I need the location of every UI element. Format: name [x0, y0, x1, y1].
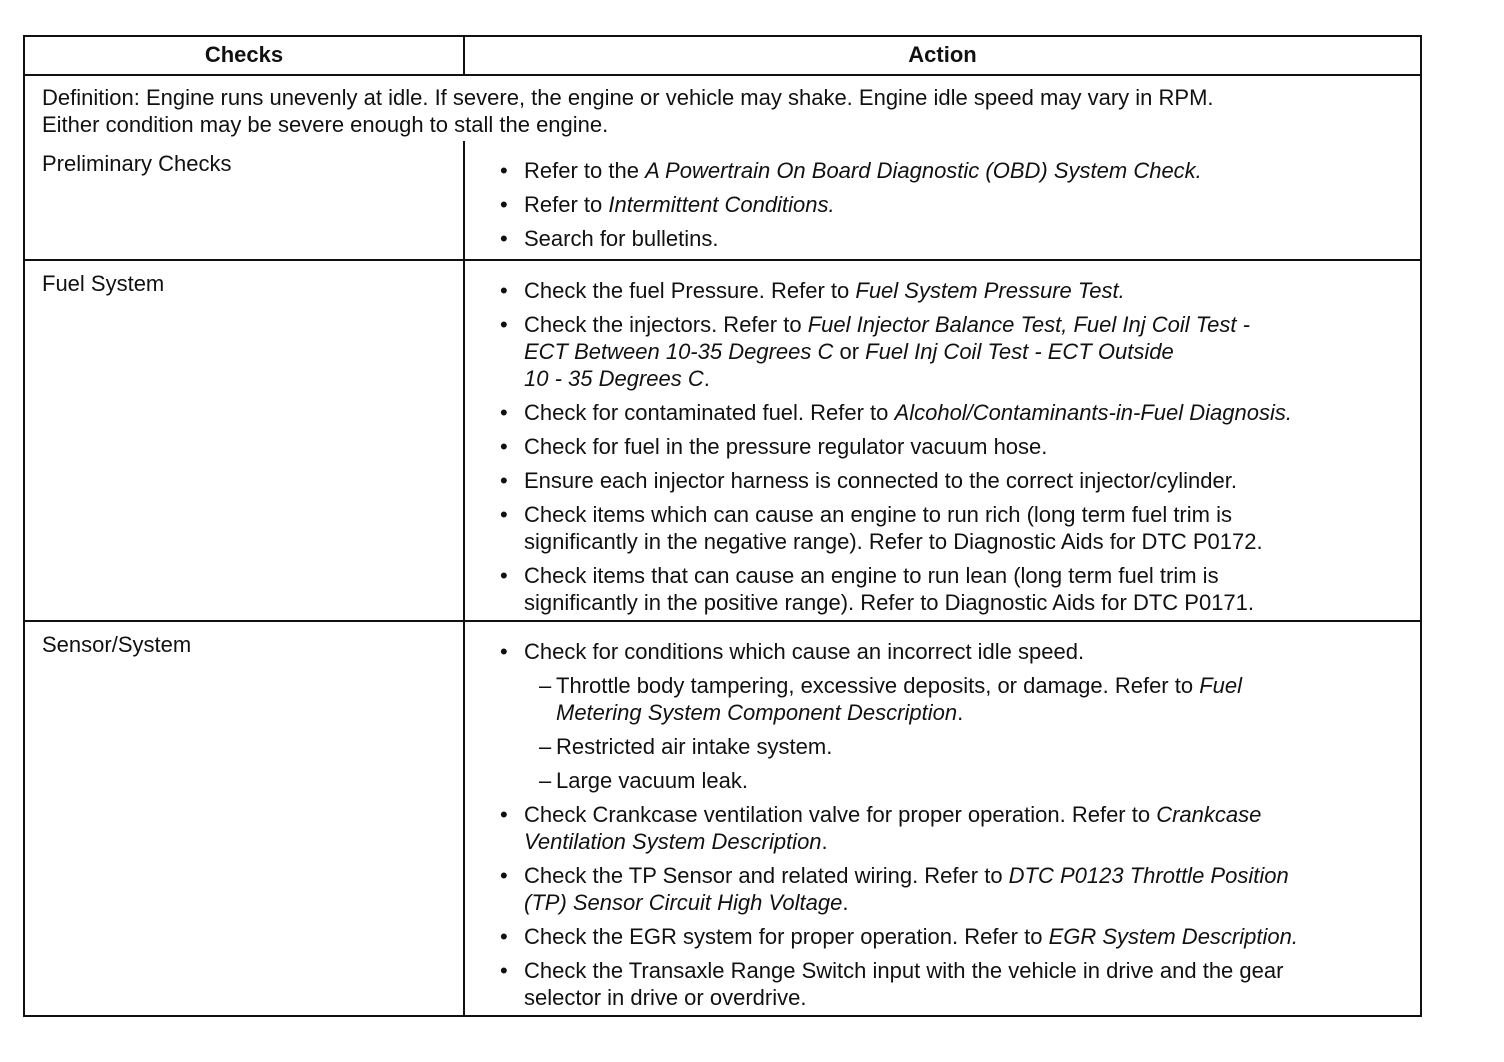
- reference-text: Fuel Metering System Component Description: [556, 673, 1243, 725]
- section-row: [25, 141, 1420, 259]
- item-text: Check the injectors. Refer to: [524, 312, 808, 337]
- list-item: [500, 638, 1400, 665]
- item-text: Check for contaminated fuel. Refer to: [524, 400, 895, 425]
- check-label: Fuel System: [25, 261, 465, 620]
- reference-text: A Powertrain On Board Diagnostic (OBD) System Check.: [645, 158, 1202, 183]
- item-text: Check items that can cause an engine to run lean (long term fuel trim is significantly in the positive range). Refer to Diagnostic Aids for DTC P0171.: [524, 563, 1255, 615]
- item-text: .: [957, 700, 964, 725]
- bullet-marker: •: [500, 563, 508, 588]
- item-text: or: [833, 339, 866, 364]
- list-item: [500, 277, 1400, 304]
- list-item: [500, 501, 1400, 555]
- item-text: .: [703, 366, 710, 391]
- header-action: Action: [908, 42, 977, 67]
- item-text: Refer to the: [524, 158, 646, 183]
- item-text: Check the fuel Pressure. Refer to: [524, 278, 856, 303]
- item-text: Check the Transaxle Range Switch input with the vehicle in drive and the gear selector in drive or overdrive.: [524, 958, 1284, 1010]
- list-item: [500, 467, 1400, 494]
- header-row: [25, 37, 1420, 74]
- list-item: [500, 157, 1400, 184]
- bullet-marker: •: [500, 226, 508, 251]
- action-list: [465, 622, 1420, 1015]
- item-text: Refer to: [524, 192, 609, 217]
- item-text: .: [821, 829, 828, 854]
- item-text: Large vacuum leak.: [556, 768, 748, 793]
- item-text: Throttle body tampering, excessive deposits, or damage. Refer to: [556, 673, 1200, 698]
- bullet-marker: •: [500, 278, 508, 303]
- bullet-marker: •: [500, 468, 508, 493]
- reference-text: Fuel Inj Coil Test - ECT Outside 10 - 35 Degrees C: [524, 339, 1174, 391]
- list-item: [500, 862, 1400, 916]
- item-text: .: [842, 890, 849, 915]
- list-item: [500, 923, 1400, 950]
- item-text: Restricted air intake system.: [556, 734, 833, 759]
- definition-row: [25, 74, 1420, 141]
- dash-marker: –: [539, 768, 552, 793]
- definition-text: Definition: Engine runs unevenly at idle. If severe, the engine or vehicle may shake. Engine idle speed may vary in RPM. Either condition may be severe enough to stall the engine.: [42, 85, 1214, 137]
- reference-text: Fuel System Pressure Test.: [855, 278, 1125, 303]
- bullet-marker: •: [500, 924, 508, 949]
- item-text: Check for fuel in the pressure regulator vacuum hose.: [524, 434, 1048, 459]
- bullet-marker: •: [500, 639, 508, 664]
- dash-marker: –: [539, 734, 552, 759]
- list-item: [500, 957, 1400, 1011]
- reference-text: EGR System Description.: [1048, 924, 1298, 949]
- bullet-marker: •: [500, 434, 508, 459]
- bullet-marker: •: [500, 192, 508, 217]
- reference-text: Alcohol/Contaminants-in-Fuel Diagnosis.: [894, 400, 1292, 425]
- item-text: Check Crankcase ventilation valve for proper operation. Refer to: [524, 802, 1157, 827]
- diagnostic-table: [23, 35, 1422, 1017]
- item-text: Search for bulletins.: [524, 226, 719, 251]
- header-checks: Checks: [25, 37, 465, 74]
- bullet-marker: •: [500, 312, 508, 337]
- list-item: [500, 801, 1400, 855]
- list-item: [500, 191, 1400, 218]
- bullet-marker: •: [500, 158, 508, 183]
- list-item: [500, 433, 1400, 460]
- check-label: Preliminary Checks: [25, 141, 465, 259]
- list-item: [500, 225, 1400, 252]
- item-text: Check items which can cause an engine to run rich (long term fuel trim is significantly in the negative range). Refer to Diagnostic Aids for DTC P0172.: [524, 502, 1263, 554]
- reference-text: Fuel Injector Balance Test, Fuel Inj Coil Test - ECT Between 10-35 Degrees C: [524, 312, 1250, 364]
- sub-list-item: [500, 672, 1400, 726]
- item-text: Check for conditions which cause an incorrect idle speed.: [524, 639, 1085, 664]
- sub-list-item: [500, 733, 1400, 760]
- section-row: [25, 259, 1420, 620]
- list-item: [500, 399, 1400, 426]
- bullet-marker: •: [500, 958, 508, 983]
- item-text: Ensure each injector harness is connected to the correct injector/cylinder.: [524, 468, 1237, 493]
- action-list: [465, 261, 1420, 620]
- dash-marker: –: [539, 673, 552, 698]
- list-item: [500, 311, 1400, 392]
- bullet-marker: •: [500, 863, 508, 888]
- bullet-marker: •: [500, 502, 508, 527]
- reference-text: Intermittent Conditions.: [608, 192, 835, 217]
- section-row: [25, 620, 1420, 1015]
- check-label: Sensor/System: [25, 622, 465, 1015]
- bullet-marker: •: [500, 802, 508, 827]
- item-text: Check the EGR system for proper operation. Refer to: [524, 924, 1049, 949]
- item-text: Check the TP Sensor and related wiring. Refer to: [524, 863, 1009, 888]
- sub-list-item: [500, 767, 1400, 794]
- reference-text: DTC P0123 Throttle Position (TP) Sensor Circuit High Voltage: [524, 863, 1289, 915]
- bullet-marker: •: [500, 400, 508, 425]
- reference-text: Crankcase Ventilation System Description: [524, 802, 1262, 854]
- action-list: [465, 141, 1420, 259]
- list-item: [500, 562, 1400, 616]
